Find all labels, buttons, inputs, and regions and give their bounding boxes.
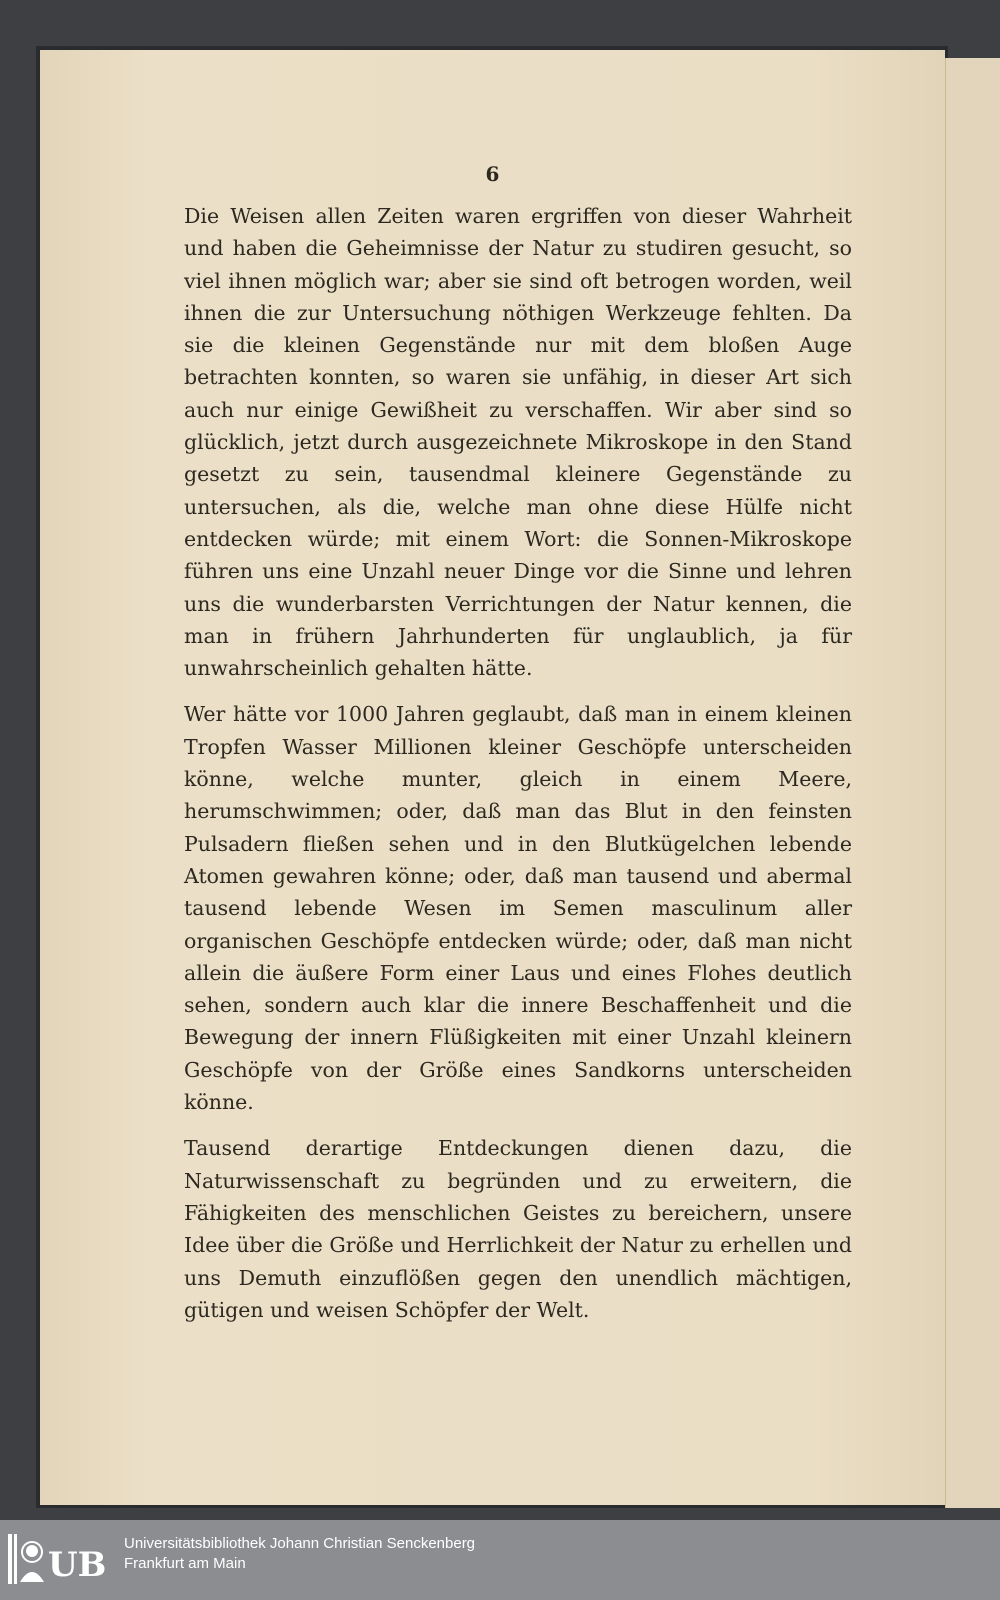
scanned-page: [40, 50, 945, 1505]
library-credit: [124, 1534, 475, 1574]
ub-library-logo[interactable]: [6, 1528, 116, 1590]
ub-logo-text: UB: [48, 1545, 107, 1585]
library-location: Frankfurt am Main: [124, 1555, 246, 1572]
paragraph-2: Wer hätte vor 1000 Jahren geglaubt, daß man in einem kleinen Tropfen Wasser Millionen kleiner Geschöpfe unterscheiden könne, welche munter, gleich in einem Meere, herumschwimmen; oder, daß man das Blut in den feinsten Pulsadern fließen sehen und in den Blutkügelchen lebende Atomen gewahren könne; oder, daß man tausend und abermal tausend lebende Wesen im Semen masculinum aller organischen Geschöpfe entdecken würde; oder, daß man nicht allein die äußere Form einer Laus und eines Flohes deutlich sehen, sondern auch klar die innere Beschaffenheit und die Bewegung der innern Flüßigkeiten mit einer Unzahl kleinern Geschöpfe von der Größe eines Sandkorns unterscheiden könne.: [184, 702, 852, 1115]
paragraph-3: Tausend derartige Entdeckungen dienen dazu, die Naturwissenschaft zu begründen und zu erweitern, die Fähigkeiten des menschlichen Geistes zu bereichern, unsere Idee über die Größe und Herrlichkeit der Natur zu erhellen und uns Demuth einzuflößen gegen den unendlich mächtigen, gütigen und weisen Schöpfer der Welt.: [184, 1136, 852, 1322]
library-name: Universitätsbibliothek Johann Christian Senckenberg: [124, 1535, 476, 1552]
paragraph-1: Die Weisen allen Zeiten waren ergriffen von dieser Wahrheit und haben die Geheimnisse der Natur zu studiren gesucht, so viel ihnen möglich war; aber sie sind oft betrogen worden, weil ihnen die zur Untersuchung nöthigen Werkzeuge fehlten. Da sie die kleinen Gegenstände nur mit dem bloßen Auge betrachten konnten, so waren sie unfähig, in dieser Art sich auch nur einige Gewißheit zu verschaffen. Wir aber sind so glücklich, jetzt durch ausgezeichnete Mikroskope in den Stand gesetzt zu sein, tausendmal kleinere Gegenstände zu untersuchen, als die, welche man ohne diese Hülfe nicht entdecken würde; mit einem Wort: die Sonnen-Mikroskope führen uns eine Unzahl neuer Dinge vor die Sinne und lehren uns die wunderbarsten Verrichtungen der Natur kennen, die man in frühern Jahrhunderten für unglaublich, ja für unwahrscheinlich gehalten hätte.: [184, 204, 852, 681]
body-text: [184, 200, 852, 1340]
page-number: 6: [485, 162, 500, 186]
adjacent-page-edge: [945, 58, 1000, 1508]
